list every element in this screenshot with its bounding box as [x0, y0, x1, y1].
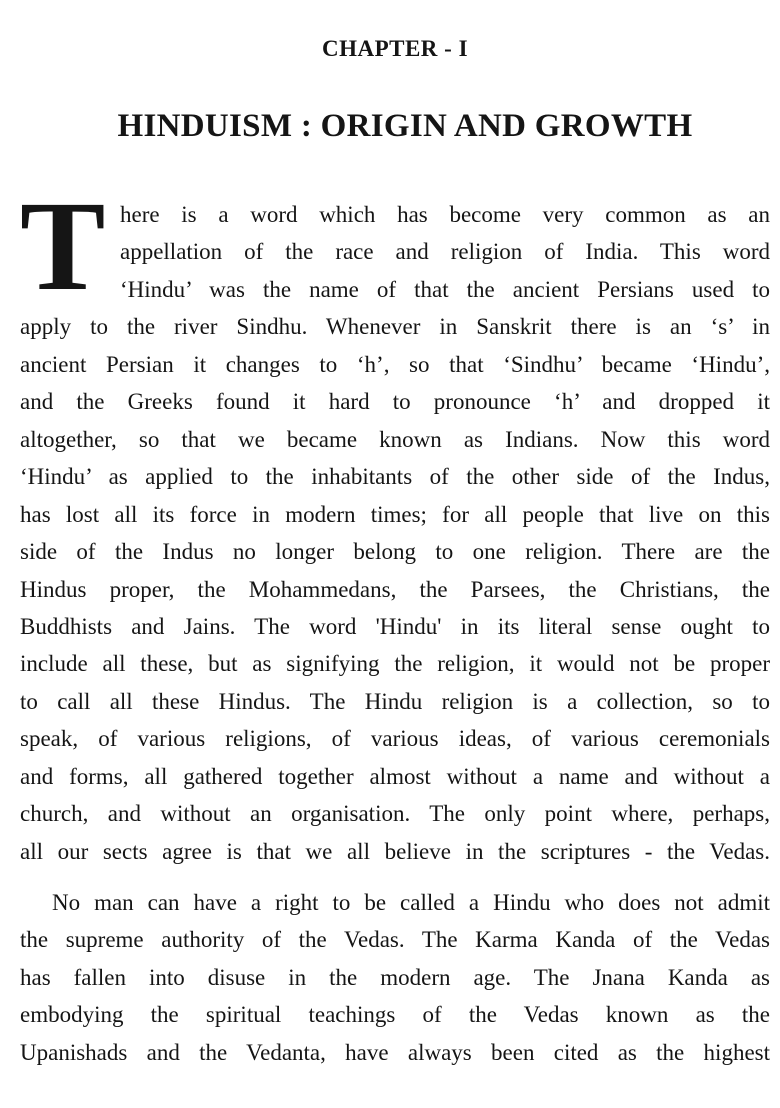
text-line: Buddhists and Jains. The word 'Hindu' in its literal sense ought to	[20, 613, 770, 639]
chapter-label: CHAPTER - I	[321, 36, 469, 61]
text-line: and forms, all gathered together almost without a name and without a	[20, 763, 770, 789]
text-line: side of the Indus no longer belong to one religion. There are the	[20, 539, 770, 565]
text-line: apply to the river Sindhu. Whenever in Sanskrit there is an ‘s’ in	[20, 314, 770, 340]
text-line: include all these, but as signifying the religion, it would not be proper	[20, 651, 770, 677]
text-line: ancient Persian it changes to ‘h’, so that ‘Sindhu’ became ‘Hindu’,	[20, 351, 770, 377]
text-line: to call all these Hindus. The Hindu religion is a collection, so to	[20, 688, 770, 714]
text-line: has fallen into disuse in the modern age. The Jnana Kanda as	[20, 964, 770, 990]
text-line: Upanishads and the Vedanta, have always been cited as the highest	[20, 1039, 770, 1065]
text-line: embodying the spiritual teachings of the Vedas known as the	[20, 1002, 770, 1028]
text-line: the supreme authority of the Vedas. The Karma Kanda of the Vedas	[20, 927, 770, 953]
drop-cap: T	[20, 175, 106, 317]
text-line: ‘Hindu’ as applied to the inhabitants of the other side of the Indus,	[20, 464, 770, 490]
text-line: appellation of the race and religion of India. This word	[120, 239, 770, 265]
text-line: Hindus proper, the Mohammedans, the Parsees, the Christians, the	[20, 576, 770, 602]
text-line: ‘Hindu’ was the name of that the ancient Persians used to	[120, 276, 770, 302]
text-line: speak, of various religions, of various ideas, of various ceremonials	[20, 726, 770, 752]
text-line: and the Greeks found it hard to pronounce ‘h’ and dropped it	[20, 389, 770, 415]
text-line: altogether, so that we became known as Indians. Now this word	[20, 426, 770, 452]
text-line: all our sects agree is that we all believe in the scriptures - the Vedas.	[20, 838, 770, 864]
text-line: here is a word which has become very common as an	[120, 202, 770, 227]
text-line: has lost all its force in modern times; for all people that live on this	[20, 501, 770, 527]
chapter-title: HINDUISM : ORIGIN AND GROWTH	[117, 108, 693, 144]
text-line: church, and without an organisation. The only point where, perhaps,	[20, 801, 770, 827]
text-line: No man can have a right to be called a Hindu who does not admit	[52, 890, 770, 915]
